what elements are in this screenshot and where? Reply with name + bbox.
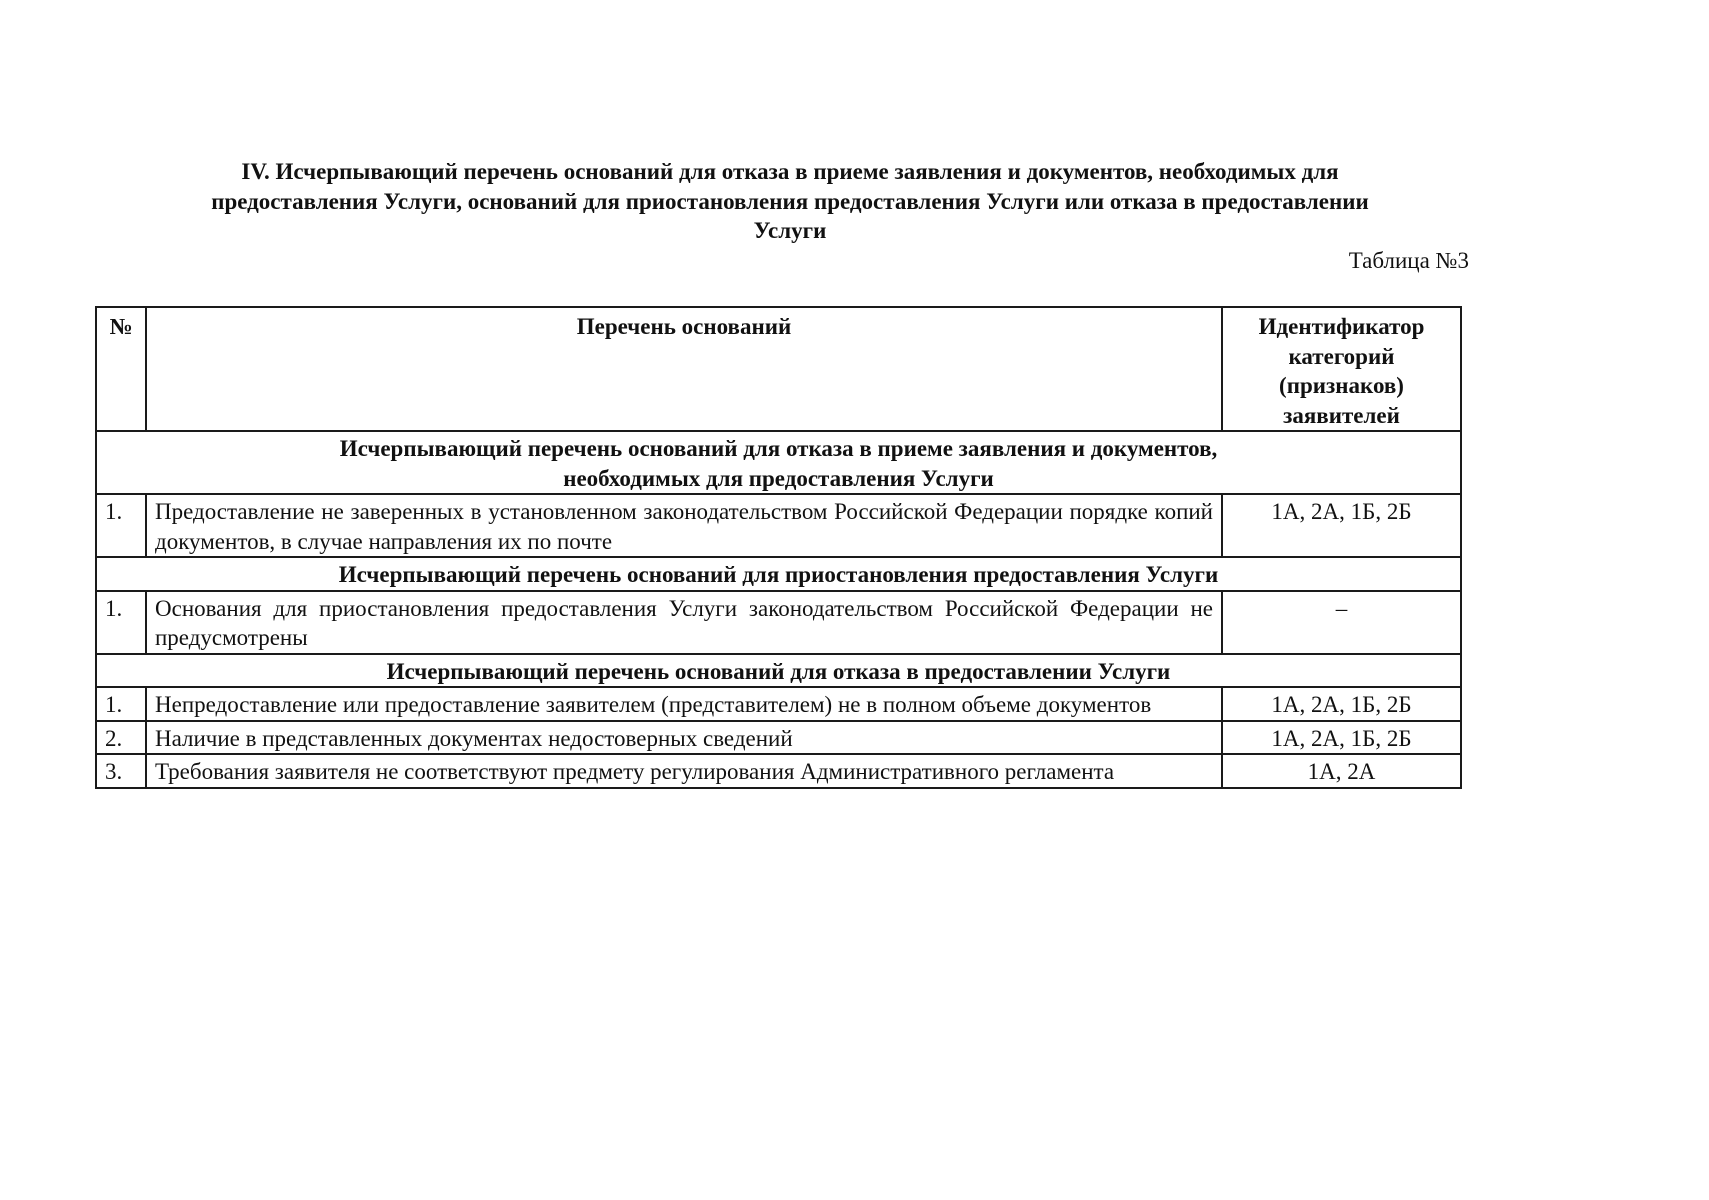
row-number: 1. (96, 687, 146, 721)
row-number: 2. (96, 721, 146, 755)
section-heading-line: IV. Исчерпывающий перечень оснований для отказа в приеме заявления и документов, необходимых для (241, 159, 1339, 184)
column-header-identifier: Идентификатор категорий (признаков) заявителей (1222, 307, 1461, 431)
row-reason: Наличие в представленных документах недостоверных сведений (146, 721, 1222, 755)
grounds-table (95, 306, 1462, 789)
section-title-line: Исчерпывающий перечень оснований для отказа в предоставлении Услуги (386, 658, 1171, 684)
section-heading (100, 157, 1480, 246)
section-title-line: Исчерпывающий перечень оснований для отказа в приеме заявления и документов, (339, 436, 1218, 461)
row-identifiers: 1А, 2А, 1Б, 2Б (1222, 721, 1461, 755)
row-reason: Основания для приостановления предоставления Услуги законодательством Российской Федерации не предусмотрены (146, 591, 1222, 654)
section-title (96, 431, 1461, 494)
section-title-line: Исчерпывающий перечень оснований для приостановления предоставления Услуги (338, 562, 1219, 587)
column-header-number: № (96, 307, 146, 431)
section-title-line: необходимых для предоставления Услуги (563, 465, 994, 491)
table-row (96, 591, 1461, 654)
table-row (96, 494, 1461, 557)
row-reason: Требования заявителя не соответствуют предмету регулирования Административного регламента (146, 754, 1222, 788)
section-title (96, 654, 1461, 688)
section-row (96, 557, 1461, 591)
section-title (96, 557, 1461, 591)
row-number: 1. (96, 494, 146, 557)
section-heading-line: предоставления Услуги, оснований для приостановления предоставления Услуги или отказа в предоставлении (211, 188, 1369, 214)
row-identifiers: 1А, 2А, 1Б, 2Б (1222, 687, 1461, 721)
row-number: 1. (96, 591, 146, 654)
section-row (96, 431, 1461, 494)
table-header-row (96, 307, 1461, 431)
section-heading-line: Услуги (753, 218, 827, 243)
table-row (96, 687, 1461, 721)
table-row (96, 721, 1461, 755)
row-identifiers: – (1222, 591, 1461, 654)
row-reason: Непредоставление или предоставление заявителем (представителем) не в полном объеме документов (146, 687, 1222, 721)
table-number-label: Таблица №3 (1348, 248, 1469, 273)
column-header-grounds: Перечень оснований (146, 307, 1222, 431)
row-identifiers: 1А, 2А, 1Б, 2Б (1222, 494, 1461, 557)
row-identifiers: 1А, 2А (1222, 754, 1461, 788)
section-row (96, 654, 1461, 688)
row-reason: Предоставление не заверенных в установленном законодательством Российской Федерации порядке копий документов, в случае направления их по почте (146, 494, 1222, 557)
table-row (96, 754, 1461, 788)
row-number: 3. (96, 754, 146, 788)
